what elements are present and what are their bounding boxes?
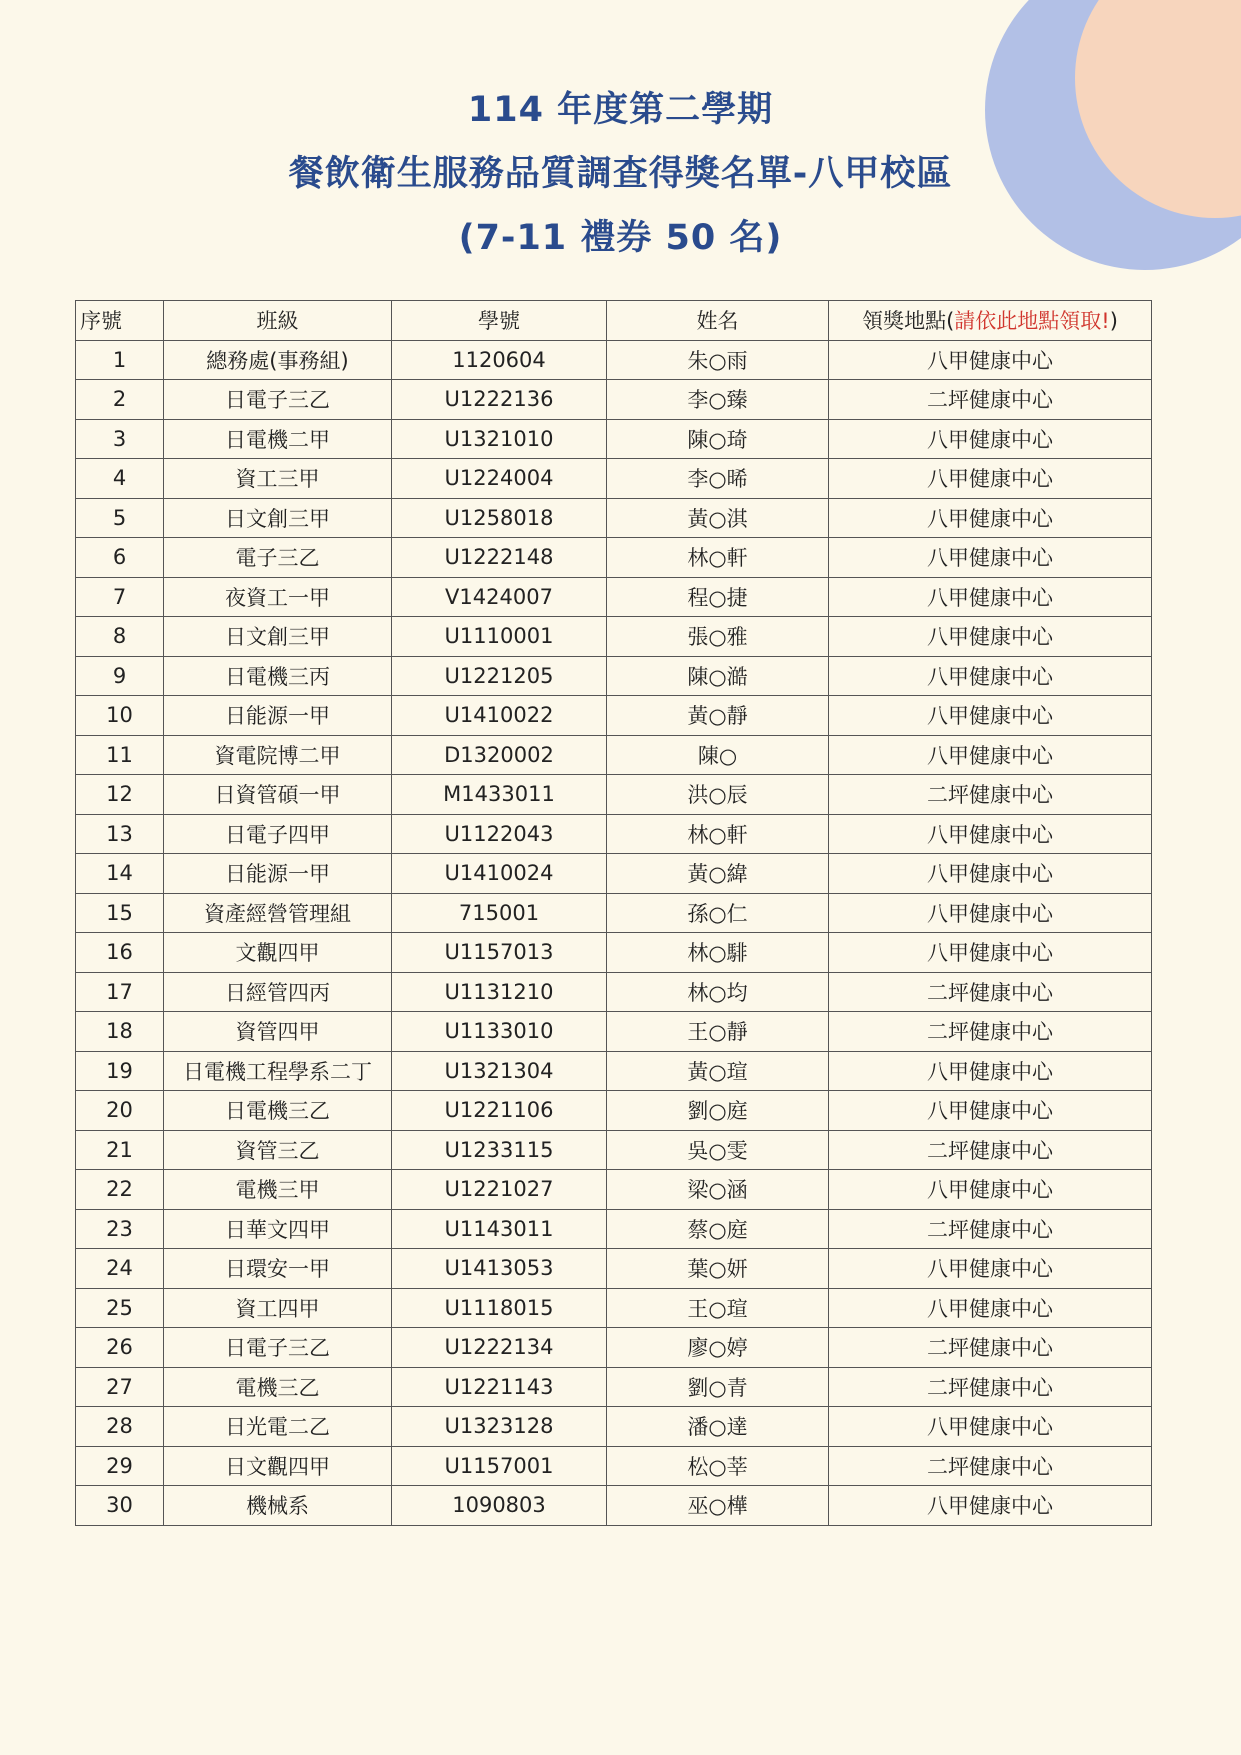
table-row <box>76 617 1152 657</box>
cell-location: 二坪健康中心 <box>829 1130 1152 1170</box>
cell-name: 林○均 <box>607 972 829 1012</box>
cell-student-id: U1413053 <box>392 1249 607 1289</box>
table-row <box>76 972 1152 1012</box>
cell-name: 陳○琦 <box>607 419 829 459</box>
cell-location: 八甲健康中心 <box>829 577 1152 617</box>
cell-class: 日電子三乙 <box>164 1328 392 1368</box>
cell-name: 黃○瑄 <box>607 1051 829 1091</box>
cell-location: 八甲健康中心 <box>829 1288 1152 1328</box>
cell-seq: 29 <box>76 1446 164 1486</box>
cell-student-id: U1233115 <box>392 1130 607 1170</box>
cell-class: 夜資工一甲 <box>164 577 392 617</box>
table-row <box>76 854 1152 894</box>
header-class: 班級 <box>164 301 392 341</box>
cell-name: 蔡○庭 <box>607 1209 829 1249</box>
table-row <box>76 1012 1152 1052</box>
cell-seq: 28 <box>76 1407 164 1447</box>
cell-seq: 14 <box>76 854 164 894</box>
cell-student-id: U1221106 <box>392 1091 607 1131</box>
cell-class: 資產經營管理組 <box>164 893 392 933</box>
cell-location: 八甲健康中心 <box>829 696 1152 736</box>
cell-name: 王○靜 <box>607 1012 829 1052</box>
title-list-name: 餐飲衛生服務品質調查得獎名單-八甲校區 <box>288 154 953 194</box>
table-row <box>76 1486 1152 1526</box>
cell-location: 八甲健康中心 <box>829 459 1152 499</box>
cell-class: 電機三乙 <box>164 1367 392 1407</box>
table-row <box>76 1249 1152 1289</box>
cell-name: 黃○靜 <box>607 696 829 736</box>
cell-seq: 17 <box>76 972 164 1012</box>
cell-location: 八甲健康中心 <box>829 1486 1152 1526</box>
cell-student-id: U1258018 <box>392 498 607 538</box>
table-row <box>76 340 1152 380</box>
cell-student-id: 1120604 <box>392 340 607 380</box>
cell-class: 日華文四甲 <box>164 1209 392 1249</box>
page-title <box>0 78 1241 270</box>
cell-location: 八甲健康中心 <box>829 1170 1152 1210</box>
cell-location: 八甲健康中心 <box>829 1051 1152 1091</box>
cell-seq: 3 <box>76 419 164 459</box>
table-row <box>76 775 1152 815</box>
cell-class: 總務處(事務組) <box>164 340 392 380</box>
header-name: 姓名 <box>607 301 829 341</box>
cell-student-id: U1410024 <box>392 854 607 894</box>
cell-location: 八甲健康中心 <box>829 814 1152 854</box>
table-row <box>76 814 1152 854</box>
cell-seq: 4 <box>76 459 164 499</box>
cell-student-id: U1157013 <box>392 933 607 973</box>
title-prize: (7-11 禮券 50 名) <box>458 218 783 258</box>
table-row <box>76 1091 1152 1131</box>
cell-class: 日能源一甲 <box>164 696 392 736</box>
cell-name: 廖○婷 <box>607 1328 829 1368</box>
table-row <box>76 656 1152 696</box>
cell-class: 日文創三甲 <box>164 498 392 538</box>
header-location-note: 請依此地點領取! <box>954 309 1110 334</box>
table-row <box>76 1170 1152 1210</box>
cell-seq: 12 <box>76 775 164 815</box>
cell-seq: 23 <box>76 1209 164 1249</box>
cell-class: 資工三甲 <box>164 459 392 499</box>
cell-name: 李○臻 <box>607 380 829 420</box>
cell-location: 八甲健康中心 <box>829 419 1152 459</box>
cell-student-id: U1118015 <box>392 1288 607 1328</box>
winners-table <box>75 300 1152 1526</box>
header-student-id: 學號 <box>392 301 607 341</box>
cell-location: 二坪健康中心 <box>829 775 1152 815</box>
cell-seq: 27 <box>76 1367 164 1407</box>
cell-class: 日電子四甲 <box>164 814 392 854</box>
cell-location: 八甲健康中心 <box>829 617 1152 657</box>
table-row <box>76 735 1152 775</box>
cell-location: 二坪健康中心 <box>829 380 1152 420</box>
cell-location: 八甲健康中心 <box>829 1091 1152 1131</box>
cell-name: 陳○ <box>607 735 829 775</box>
table-row <box>76 893 1152 933</box>
table-body <box>76 340 1152 1525</box>
cell-class: 電機三甲 <box>164 1170 392 1210</box>
table-row <box>76 933 1152 973</box>
cell-name: 李○晞 <box>607 459 829 499</box>
table-row <box>76 1130 1152 1170</box>
cell-class: 日電子三乙 <box>164 380 392 420</box>
table-row <box>76 380 1152 420</box>
cell-student-id: U1133010 <box>392 1012 607 1052</box>
cell-location: 八甲健康中心 <box>829 656 1152 696</box>
table-row <box>76 696 1152 736</box>
cell-seq: 30 <box>76 1486 164 1526</box>
cell-class: 日資管碩一甲 <box>164 775 392 815</box>
cell-class: 日電機三乙 <box>164 1091 392 1131</box>
cell-name: 劉○青 <box>607 1367 829 1407</box>
cell-class: 日電機工程學系二丁 <box>164 1051 392 1091</box>
cell-seq: 5 <box>76 498 164 538</box>
cell-seq: 16 <box>76 933 164 973</box>
cell-seq: 25 <box>76 1288 164 1328</box>
cell-seq: 8 <box>76 617 164 657</box>
cell-class: 電子三乙 <box>164 538 392 578</box>
cell-class: 資管三乙 <box>164 1130 392 1170</box>
table-row <box>76 1407 1152 1447</box>
table-row <box>76 1209 1152 1249</box>
cell-name: 林○軒 <box>607 814 829 854</box>
cell-seq: 9 <box>76 656 164 696</box>
cell-student-id: M1433011 <box>392 775 607 815</box>
cell-student-id: U1222148 <box>392 538 607 578</box>
cell-seq: 19 <box>76 1051 164 1091</box>
cell-seq: 7 <box>76 577 164 617</box>
cell-student-id: U1143011 <box>392 1209 607 1249</box>
cell-student-id: U1321304 <box>392 1051 607 1091</box>
cell-name: 孫○仁 <box>607 893 829 933</box>
cell-student-id: U1323128 <box>392 1407 607 1447</box>
cell-name: 林○軒 <box>607 538 829 578</box>
cell-seq: 2 <box>76 380 164 420</box>
cell-location: 二坪健康中心 <box>829 1367 1152 1407</box>
table-row <box>76 1051 1152 1091</box>
table-row <box>76 419 1152 459</box>
cell-student-id: D1320002 <box>392 735 607 775</box>
cell-seq: 24 <box>76 1249 164 1289</box>
cell-class: 資管四甲 <box>164 1012 392 1052</box>
cell-name: 吳○雯 <box>607 1130 829 1170</box>
cell-location: 八甲健康中心 <box>829 1249 1152 1289</box>
cell-seq: 11 <box>76 735 164 775</box>
table-row <box>76 1446 1152 1486</box>
header-location-label: 領獎地點( <box>862 309 955 334</box>
cell-class: 文觀四甲 <box>164 933 392 973</box>
cell-seq: 13 <box>76 814 164 854</box>
cell-class: 日光電二乙 <box>164 1407 392 1447</box>
cell-student-id: U1321010 <box>392 419 607 459</box>
cell-student-id: V1424007 <box>392 577 607 617</box>
cell-name: 陳○澔 <box>607 656 829 696</box>
cell-student-id: 1090803 <box>392 1486 607 1526</box>
table-row <box>76 1367 1152 1407</box>
cell-seq: 1 <box>76 340 164 380</box>
cell-name: 葉○妍 <box>607 1249 829 1289</box>
table-row <box>76 577 1152 617</box>
cell-class: 日文創三甲 <box>164 617 392 657</box>
cell-seq: 18 <box>76 1012 164 1052</box>
cell-class: 日經管四丙 <box>164 972 392 1012</box>
cell-location: 八甲健康中心 <box>829 538 1152 578</box>
cell-name: 劉○庭 <box>607 1091 829 1131</box>
cell-location: 八甲健康中心 <box>829 735 1152 775</box>
cell-student-id: U1221205 <box>392 656 607 696</box>
cell-seq: 26 <box>76 1328 164 1368</box>
cell-student-id: U1157001 <box>392 1446 607 1486</box>
cell-location: 八甲健康中心 <box>829 340 1152 380</box>
cell-location: 八甲健康中心 <box>829 498 1152 538</box>
cell-student-id: U1222136 <box>392 380 607 420</box>
cell-name: 朱○雨 <box>607 340 829 380</box>
cell-location: 二坪健康中心 <box>829 1446 1152 1486</box>
cell-seq: 6 <box>76 538 164 578</box>
cell-location: 八甲健康中心 <box>829 1407 1152 1447</box>
cell-student-id: U1410022 <box>392 696 607 736</box>
cell-class: 日環安一甲 <box>164 1249 392 1289</box>
cell-class: 日電機三丙 <box>164 656 392 696</box>
cell-location: 八甲健康中心 <box>829 933 1152 973</box>
cell-student-id: U1122043 <box>392 814 607 854</box>
cell-student-id: U1224004 <box>392 459 607 499</box>
cell-name: 程○捷 <box>607 577 829 617</box>
cell-student-id: U1131210 <box>392 972 607 1012</box>
table-row <box>76 498 1152 538</box>
cell-class: 日能源一甲 <box>164 854 392 894</box>
cell-seq: 20 <box>76 1091 164 1131</box>
cell-class: 資電院博二甲 <box>164 735 392 775</box>
cell-name: 林○騑 <box>607 933 829 973</box>
cell-seq: 22 <box>76 1170 164 1210</box>
cell-name: 洪○辰 <box>607 775 829 815</box>
table-row <box>76 1288 1152 1328</box>
title-semester: 114 年度第二學期 <box>467 90 774 130</box>
cell-seq: 10 <box>76 696 164 736</box>
table-header-row <box>76 301 1152 341</box>
cell-location: 二坪健康中心 <box>829 972 1152 1012</box>
cell-location: 二坪健康中心 <box>829 1012 1152 1052</box>
cell-name: 黃○緯 <box>607 854 829 894</box>
cell-name: 梁○涵 <box>607 1170 829 1210</box>
cell-location: 二坪健康中心 <box>829 1209 1152 1249</box>
cell-class: 機械系 <box>164 1486 392 1526</box>
cell-student-id: 715001 <box>392 893 607 933</box>
cell-location: 八甲健康中心 <box>829 854 1152 894</box>
cell-name: 王○瑄 <box>607 1288 829 1328</box>
cell-class: 日文觀四甲 <box>164 1446 392 1486</box>
header-location-close: ) <box>1109 309 1118 334</box>
cell-location: 二坪健康中心 <box>829 1328 1152 1368</box>
table-row <box>76 538 1152 578</box>
cell-student-id: U1110001 <box>392 617 607 657</box>
cell-student-id: U1222134 <box>392 1328 607 1368</box>
cell-name: 潘○達 <box>607 1407 829 1447</box>
cell-name: 松○莘 <box>607 1446 829 1486</box>
cell-name: 巫○樺 <box>607 1486 829 1526</box>
table-row <box>76 459 1152 499</box>
cell-name: 張○雅 <box>607 617 829 657</box>
cell-seq: 21 <box>76 1130 164 1170</box>
cell-class: 資工四甲 <box>164 1288 392 1328</box>
cell-student-id: U1221027 <box>392 1170 607 1210</box>
header-location <box>829 301 1152 341</box>
cell-name: 黃○淇 <box>607 498 829 538</box>
cell-class: 日電機二甲 <box>164 419 392 459</box>
cell-location: 八甲健康中心 <box>829 893 1152 933</box>
header-seq: 序號 <box>76 301 164 341</box>
cell-seq: 15 <box>76 893 164 933</box>
table-row <box>76 1328 1152 1368</box>
cell-student-id: U1221143 <box>392 1367 607 1407</box>
